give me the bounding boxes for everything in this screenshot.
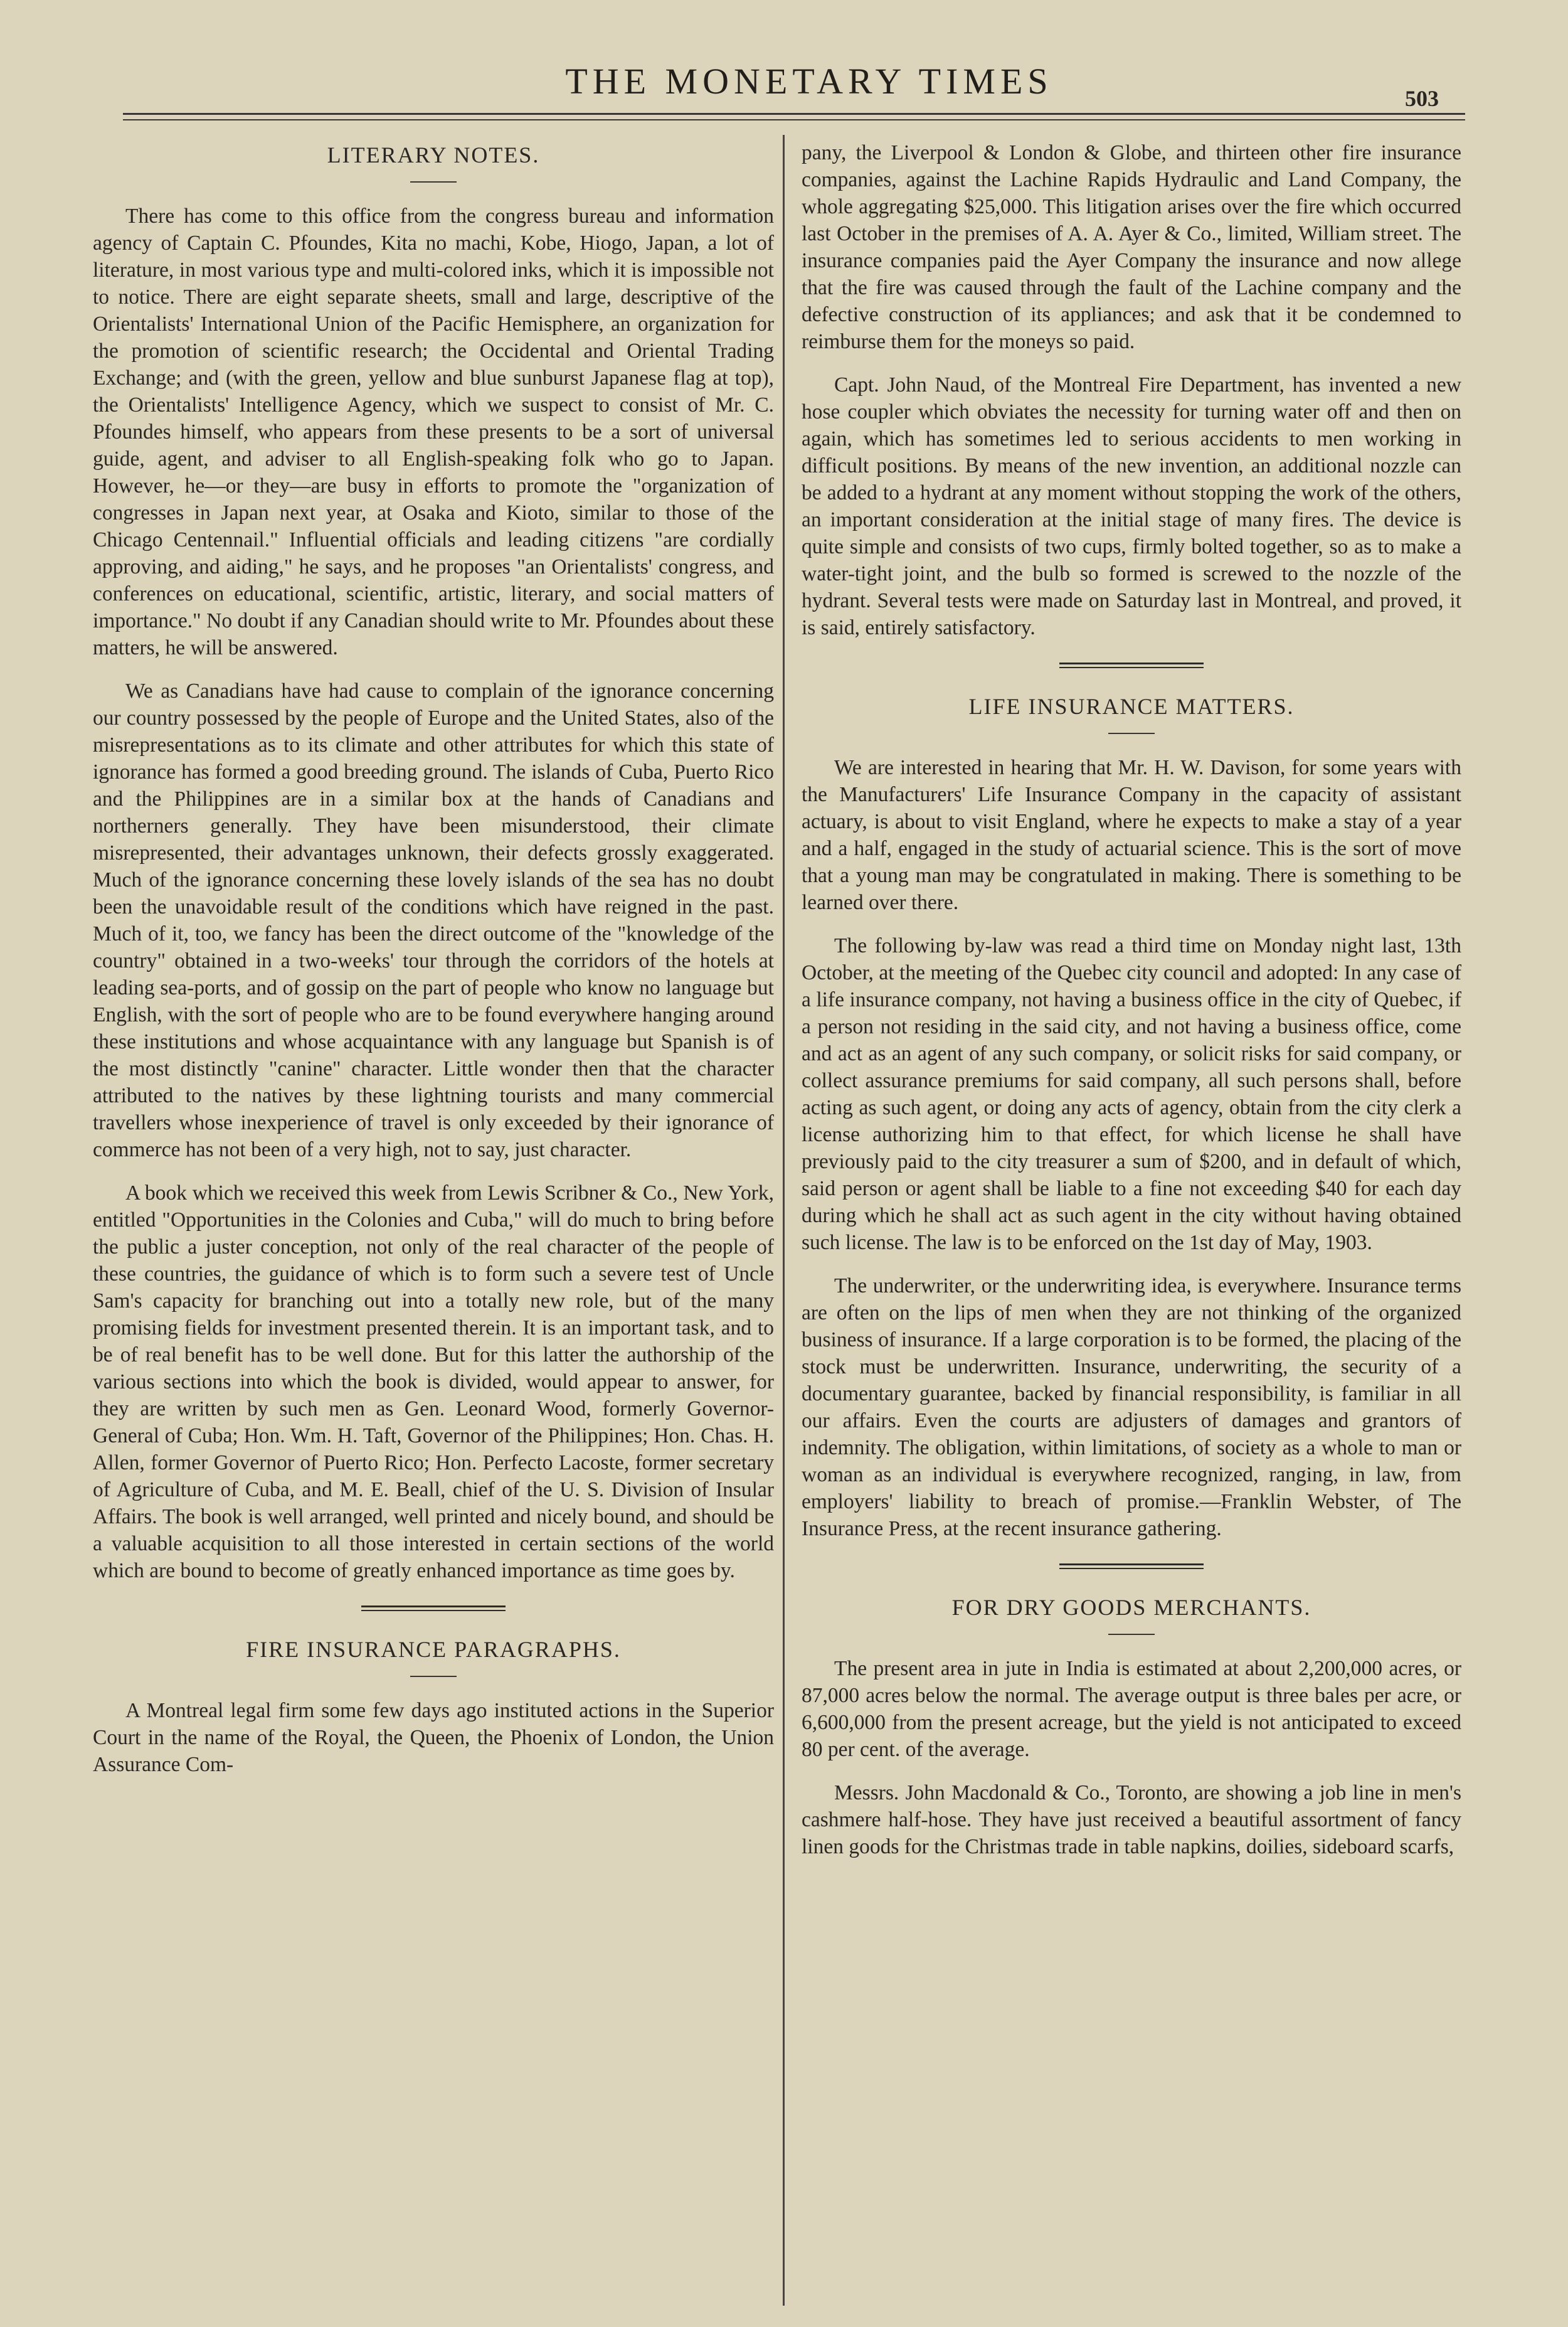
heading-rule	[1108, 733, 1155, 734]
page-number: 503	[1405, 86, 1439, 111]
article-paragraph: There has come to this office from the congress bureau and information agency of Captain C. Pfoundes, Kita no machi, Kobe, Hiogo, Japan, a lot of literature, in most various type and multi-colored inks, which it is impossible not to notice. There are eight separate sheets, small and large, descriptive of the Orientalists' International Union of the Pacific Hemisphere, an organization for the promotion of scientific research; the Occidental and Oriental Trading Exchange; and (with the green, yellow and blue sunburst Japanese flag at top), the Orientalists' Intelligence Agency, which we suspect to consist of Mr. C. Pfoundes himself, who appears from these presents to be a sort of universal guide, agent, and adviser to all English-speaking folk who go to Japan. However, he—or they—are busy in efforts to promote the "organization of congresses in Japan next year, at Osaka and Kioto, similar to those of the Chicago Centennail." Influential officials and leading citizens "are cordially approving, and aiding," he says, and he proposes "an Orientalists' congress, and conferences on educational, scientific, artistic, literary, and social matters of importance." No doubt if any Canadian should write to Mr. Pfoundes about these matters, he will be answered.	[93, 205, 774, 659]
article-paragraph: The following by-law was read a third time on Monday night last, 13th October, at the meeting of the Quebec city council and adopted: In any case of a life insurance company, not having a business office in the city of Quebec, if a person not residing in the said city, and not having a business office, come and act as an agent of any such company, or solicit risks for said company, or collect assurance premiums for said company, all such persons shall, before acting as such agent, or doing any acts of agency, obtain from the city clerk a license authorizing him to that effect, for which license he shall have previously paid to the city treasurer a sum of $200, and in default of which, said person or agent shall be liable to a fine not exceeding $40 for each day during which he shall act as such agent in the city without having obtained such license. The law is to be enforced on the 1st day of May, 1903.	[802, 934, 1461, 1254]
right-column	[802, 139, 1461, 1877]
article-paragraph: We are interested in hearing that Mr. H. W. Davison, for some years with the Manufacturers' Life Insurance Company in the capacity of assistant actuary, is about to visit England, where he expects to make a stay of a year and a half, engaged in the study of actuarial science. This is the sort of move that a young man may be congratulated in making. There is something to be learned over there.	[802, 756, 1461, 914]
section-heading-literary-notes: LITERARY NOTES.	[327, 142, 540, 168]
article-paragraph: The underwriter, or the underwriting idea, is everywhere. Insurance terms are often on the lips of men when they are not thinking of the organized business of insurance. If a large corporation is to be formed, the placing of the stock must be underwritten. Insurance, underwriting, the security of a documentary guarantee, backed by financial responsibility, is familiar in all our affairs. Even the courts are adjusters of damages and grantors of indemnity. The obligation, within limitations, of society as a whole to man or woman as an individual is everywhere recognized, ranging, in law, from employers' liability to breach of promise.—Franklin Webster, of The Insurance Press, at the recent insurance gathering.	[802, 1274, 1461, 1540]
left-column	[93, 139, 774, 1794]
heading-rule	[1108, 1634, 1155, 1635]
article-paragraph: A Montreal legal firm some few days ago instituted actions in the Superior Court in the name of the Royal, the Queen, the Phoenix of London, the Union Assurance Com-	[93, 1699, 774, 1776]
header-rule-bottom	[123, 119, 1465, 120]
article-paragraph-continued: pany, the Liverpool & London & Globe, and thirteen other fire insurance companies, against the Lachine Rapids Hydraulic and Land Company, the whole aggregating $25,000. This litigation arises over the fire which occurred last October in the premises of A. A. Ayer & Co., limited, William street. The insurance companies paid the Ayer Company the insurance and now allege that the fire was caused through the fault of the Lachine company and the defective construction of its appliances; and ask that it be condemned to reimburse them for the moneys so paid.	[802, 141, 1461, 353]
column-divider	[783, 135, 785, 2306]
masthead-title: THE MONETARY TIMES	[565, 61, 1053, 102]
section-separator	[1059, 663, 1204, 668]
section-separator	[1059, 1563, 1204, 1569]
article-paragraph: Capt. John Naud, of the Montreal Fire Department, has invented a new hose coupler which obviates the necessity for turning water off and then on again, which has sometimes led to serious accidents to men working in difficult positions. By means of the new invention, an additional nozzle can be added to a hydrant at any moment without stopping the work of the others, an important consideration at the initial stage of many fires. The device is quite simple and consists of two cups, firmly bolted together, so as to make a water-tight joint, and the bulb so formed is screwed to the nozzle of the hydrant. Several tests were made on Saturday last in Montreal, and proved, it is said, entirely satisfactory.	[802, 373, 1461, 639]
article-paragraph: A book which we received this week from Lewis Scribner & Co., New York, entitled "Opportunities in the Colonies and Cuba," will do much to bring before the public a juster conception, not only of the real character of the people of these countries, the guidance of which is to form such a severe test of Uncle Sam's capacity for branching out into a totally new role, but of the many promising fields for investment presented therein. It is an important task, and to be of real benefit has to be well done. But for this latter the authorship of the various sections into which the book is divided, would appear to answer, for they are written by such men as Gen. Leonard Wood, formerly Governor-General of Cuba; Hon. Wm. H. Taft, Governor of the Philippines; Hon. Chas. H. Allen, former Governor of Puerto Rico; Hon. Perfecto Lacoste, former secretary of Agriculture of Cuba, and M. E. Beall, chief of the U. S. Division of Insular Affairs. The book is well arranged, well printed and nicely bound, and should be a valuable acquisition to all those interested in certain sections of the world which are bound to become of greatly enhanced importance as time goes by.	[93, 1181, 774, 1582]
section-separator	[361, 1605, 506, 1611]
article-paragraph: The present area in jute in India is estimated at about 2,200,000 acres, or 87,000 acres below the normal. The average output is three bales per acre, or 6,600,000 from the present acreage, but the yield is not anticipated to exceed 80 per cent. of the average.	[802, 1657, 1461, 1761]
section-heading-dry-goods: FOR DRY GOODS MERCHANTS.	[951, 1595, 1311, 1620]
section-heading-fire-insurance: FIRE INSURANCE PARAGRAPHS.	[246, 1637, 621, 1662]
heading-rule	[410, 181, 457, 183]
section-heading-life-insurance: LIFE INSURANCE MATTERS.	[968, 694, 1295, 719]
header-rule-top	[123, 113, 1465, 115]
heading-rule	[410, 1676, 457, 1677]
article-paragraph: We as Canadians have had cause to complain of the ignorance concerning our country possessed by the people of Europe and the United States, also of the misrepresentations as to its climate and other attributes for which this state of ignorance has formed a good breeding ground. The islands of Cuba, Puerto Rico and the Philippines are in a similar box at the hands of Canadians and northerners generally. They have been misunderstood, their climate misrepresented, their advantages unknown, their defects grossly exaggerated. Much of the ignorance concerning these lovely islands of the sea has no doubt been the unavoidable result of the conditions which have reigned in the past. Much of it, too, we fancy has been the direct outcome of the "knowledge of the country" obtained in a two-weeks' tour through the corridors of the hotels at leading sea-ports, and of gossip on the part of people who know no language but English, with the sort of people who are to be found everywhere hanging around these institutions and whose acquaintance with any language but Spanish is of the most distinctly "canine" character. Little wonder then that the character attributed to the natives by these lightning tourists and many commercial travellers whose inexperience of travel is only exceeded by their ignorance of commerce has not been of a very high, not to say, just character.	[93, 679, 774, 1161]
article-paragraph: Messrs. John Macdonald & Co., Toronto, are showing a job line in men's cashmere half-hose. They have just received a beautiful assortment of fancy linen goods for the Christmas trade in table napkins, doilies, sideboard scarfs,	[802, 1781, 1461, 1858]
